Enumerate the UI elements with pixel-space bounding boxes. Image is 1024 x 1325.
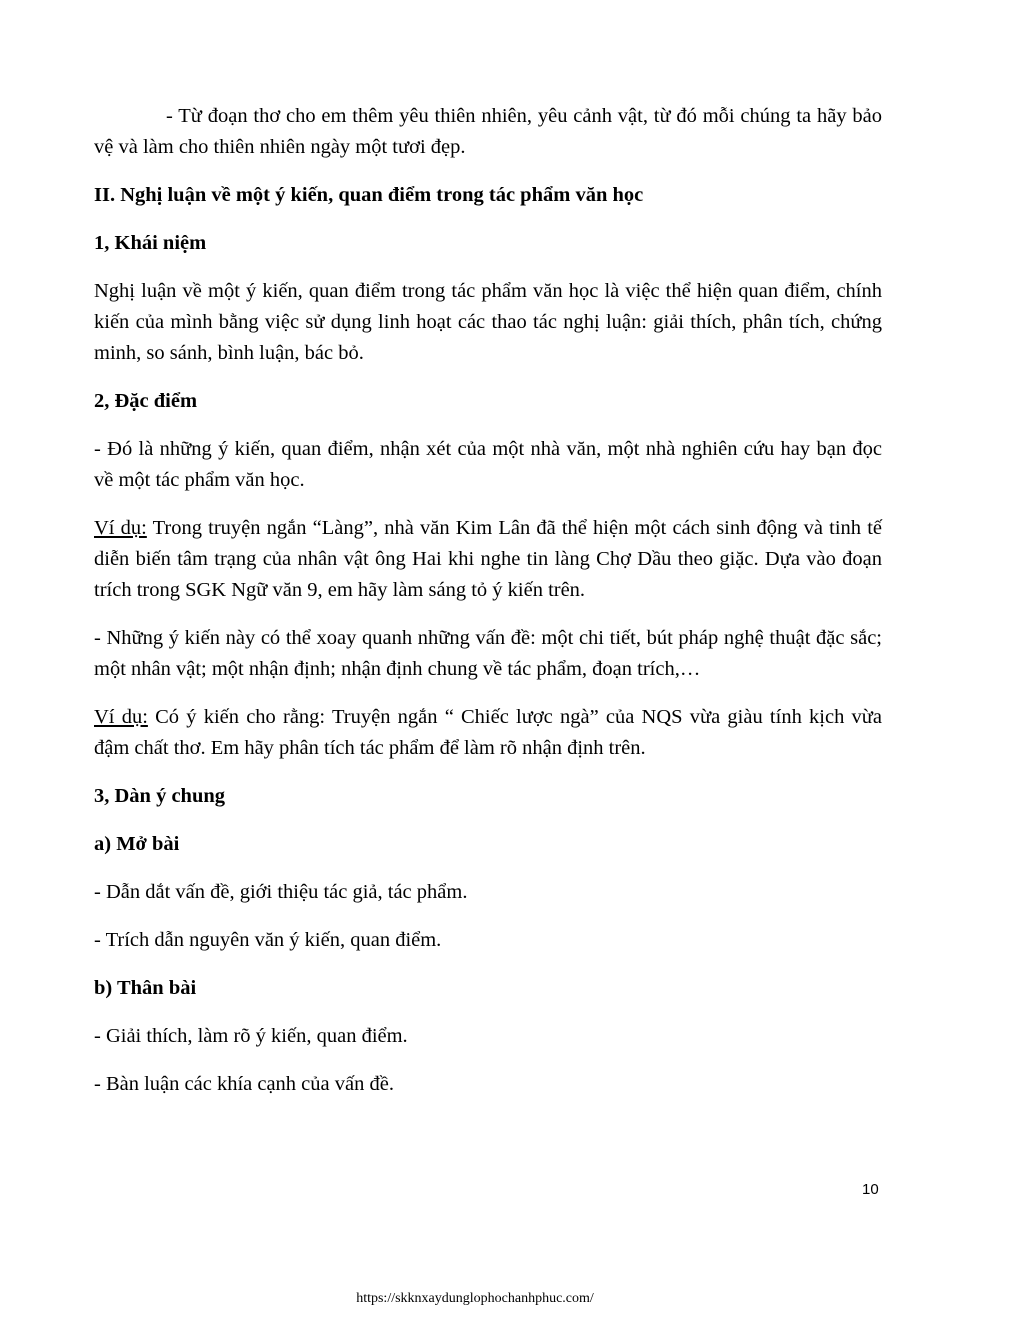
footer-url: https://skknxaydunglophochanhphuc.com/	[356, 1291, 594, 1306]
paragraph-example-1	[80, 513, 882, 606]
paragraph-features-1: - Đó là những ý kiến, quan điểm, nhận xét của một nhà văn, một nhà nghiên cứu hay bạn đọc về một tác phẩm văn học.	[94, 438, 882, 491]
paragraph-features-2: - Những ý kiến này có thể xoay quanh những vấn đề: một chi tiết, bút pháp nghệ thuật đặc sắc; một nhân vật; một nhận định; nhận định chung về tác phẩm, đoạn trích,…	[94, 627, 882, 680]
paragraph-body-2: - Bàn luận các khía cạnh của vấn đề.	[94, 1073, 394, 1095]
example-label: Ví dụ:	[94, 706, 148, 728]
paragraph-body-1: - Giải thích, làm rõ ý kiến, quan điểm.	[94, 1025, 408, 1047]
page-content	[80, 101, 882, 1100]
subheading-body: b) Thân bài	[94, 977, 197, 999]
subheading-outline: 3, Dàn ý chung	[94, 785, 226, 807]
example-2-text: Có ý kiến cho rằng: Truyện ngắn “ Chiếc lược ngà” của NQS vừa giàu tính kịch vừa đậm chất thơ. Em hãy phân tích tác phẩm để làm rõ nhận định trên.	[94, 706, 882, 759]
subheading-concept: 1, Khái niệm	[94, 232, 207, 254]
paragraph-example-2	[80, 702, 882, 764]
example-label: Ví dụ:	[94, 517, 147, 539]
subheading-intro: a) Mở bài	[94, 833, 180, 855]
paragraph-conclusion-nature: - Từ đoạn thơ cho em thêm yêu thiên nhiên, yêu cảnh vật, từ đó mỗi chúng ta hãy bảo vệ và làm cho thiên nhiên ngày một tươi đẹp.	[94, 105, 882, 158]
section-heading-2: II. Nghị luận về một ý kiến, quan điểm trong tác phẩm văn học	[94, 184, 644, 206]
example-1-text: Trong truyện ngắn “Làng”, nhà văn Kim Lân đã thể hiện một cách sinh động và tinh tế diễn biến tâm trạng của nhân vật ông Hai khi nghe tin làng Chợ Dầu theo giặc. Dựa vào đoạn trích trong SGK Ngữ văn 9, em hãy làm sáng tỏ ý kiến trên.	[94, 517, 882, 601]
paragraph-intro-1: - Dẫn dắt vấn đề, giới thiệu tác giả, tác phẩm.	[94, 881, 468, 903]
paragraph-intro-2: - Trích dẫn nguyên văn ý kiến, quan điểm.	[94, 929, 442, 951]
paragraph-concept: Nghị luận về một ý kiến, quan điểm trong tác phẩm văn học là việc thể hiện quan điểm, chính kiến của mình bằng việc sử dụng linh hoạt các thao tác nghị luận: giải thích, phân tích, chứng minh, so sánh, bình luận, bác bỏ.	[94, 280, 882, 364]
page-number: 10	[862, 1181, 879, 1198]
subheading-features: 2, Đặc điểm	[94, 390, 198, 412]
